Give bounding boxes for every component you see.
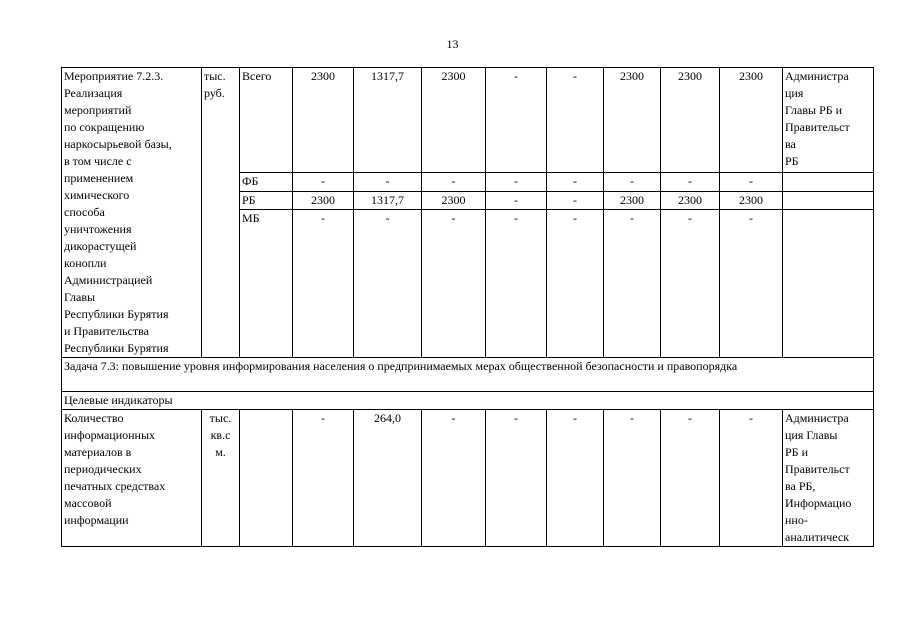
measure-unit: тыс. руб. bbox=[202, 68, 240, 358]
value-cell: - bbox=[547, 209, 604, 357]
source-cell: Всего bbox=[240, 68, 293, 173]
value-cell: - bbox=[486, 410, 547, 547]
value-cell: - bbox=[293, 209, 354, 357]
indicator-executor: Администра ция Главы РБ и Правительст ва РБ, Информацио нно- аналитическ bbox=[783, 410, 874, 547]
value-cell: - bbox=[604, 209, 661, 357]
value-cell: 2300 bbox=[604, 68, 661, 173]
value-cell: 1317,7 bbox=[354, 68, 422, 173]
value-cell: 2300 bbox=[720, 191, 783, 209]
value-cell: 2300 bbox=[720, 68, 783, 173]
program-table bbox=[61, 67, 874, 547]
value-cell: - bbox=[486, 68, 547, 173]
value-cell: 264,0 bbox=[354, 410, 422, 547]
task-row bbox=[62, 358, 874, 392]
value-cell: 2300 bbox=[293, 191, 354, 209]
value-cell: 2300 bbox=[604, 191, 661, 209]
value-cell: - bbox=[547, 68, 604, 173]
value-cell: - bbox=[354, 173, 422, 191]
value-cell: - bbox=[354, 209, 422, 357]
measure-name: Мероприятие 7.2.3. Реализация мероприятий по сокращению наркосырьевой базы, в том числе с применением химического способа уничтожения дикорастущей конопли Администрацией Главы Республики Бурятия и Правительства Республики Бурятия bbox=[62, 68, 202, 358]
empty-cell bbox=[783, 191, 874, 209]
source-cell: РБ bbox=[240, 191, 293, 209]
indicators-header-row bbox=[62, 392, 874, 410]
value-cell: - bbox=[720, 410, 783, 547]
value-cell: - bbox=[293, 173, 354, 191]
value-cell: - bbox=[422, 209, 486, 357]
value-cell: - bbox=[604, 173, 661, 191]
value-cell: 1317,7 bbox=[354, 191, 422, 209]
source-cell bbox=[240, 410, 293, 547]
indicator-name: Количество информационных материалов в периодических печатных средствах массовой информации bbox=[62, 410, 202, 547]
value-cell: - bbox=[661, 410, 720, 547]
value-cell: - bbox=[720, 173, 783, 191]
value-cell: - bbox=[486, 191, 547, 209]
value-cell: - bbox=[422, 173, 486, 191]
value-cell: 2300 bbox=[422, 68, 486, 173]
value-cell: - bbox=[661, 173, 720, 191]
value-cell: - bbox=[486, 209, 547, 357]
source-cell: МБ bbox=[240, 209, 293, 357]
table-row-total bbox=[62, 68, 874, 173]
value-cell: - bbox=[661, 209, 720, 357]
value-cell: - bbox=[547, 191, 604, 209]
value-cell: 2300 bbox=[661, 191, 720, 209]
value-cell: - bbox=[547, 173, 604, 191]
value-cell: 2300 bbox=[661, 68, 720, 173]
value-cell: 2300 bbox=[422, 191, 486, 209]
empty-cell bbox=[783, 173, 874, 191]
task-title: Задача 7.3: повышение уровня информирования населения о предпринимаемых мерах общественной безопасности и правопорядка bbox=[62, 358, 874, 392]
indicators-header: Целевые индикаторы bbox=[62, 392, 874, 410]
page-number: 13 bbox=[446, 37, 459, 51]
value-cell: - bbox=[720, 209, 783, 357]
source-cell: ФБ bbox=[240, 173, 293, 191]
value-cell: 2300 bbox=[293, 68, 354, 173]
value-cell: - bbox=[547, 410, 604, 547]
empty-cell bbox=[783, 209, 874, 357]
measure-executor: Администра ция Главы РБ и Правительст ва РБ bbox=[783, 68, 874, 173]
value-cell: - bbox=[604, 410, 661, 547]
value-cell: - bbox=[422, 410, 486, 547]
value-cell: - bbox=[486, 173, 547, 191]
indicator-row bbox=[62, 410, 874, 547]
indicator-unit: тыс. кв.с м. bbox=[202, 410, 240, 547]
value-cell: - bbox=[293, 410, 354, 547]
